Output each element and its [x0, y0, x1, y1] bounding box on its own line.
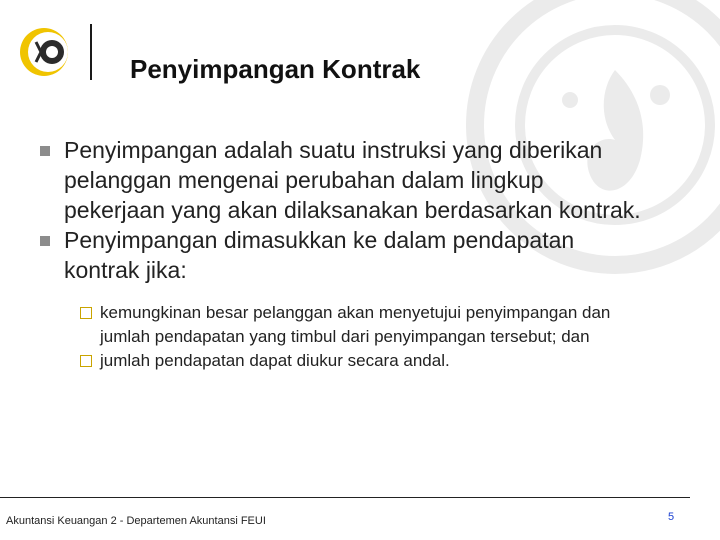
square-bullet-icon — [40, 146, 50, 156]
sub-bullet-text: jumlah pendapatan dapat diukur secara andal. — [100, 351, 450, 370]
university-logo-icon — [14, 22, 70, 82]
sub-bullet-text: kemungkinan besar pelanggan akan menyetujui penyimpangan dan jumlah pendapatan yang timbul dari penyimpangan tersebut; dan — [100, 303, 611, 346]
square-bullet-icon — [40, 236, 50, 246]
bullet-item — [40, 225, 650, 373]
footer-divider — [0, 497, 690, 498]
bullet-text: Penyimpangan adalah suatu instruksi yang diberikan pelanggan mengenai perubahan dalam lingkup pekerjaan yang akan dilaksanakan berdasarkan kontrak. — [64, 137, 641, 223]
page-number: 5 — [668, 511, 675, 523]
title-divider — [90, 24, 92, 80]
footer-text: Akuntansi Keuangan 2 - Departemen Akuntansi FEUI — [6, 515, 266, 527]
bullet-item — [40, 135, 650, 225]
sub-bullet-item — [80, 301, 650, 349]
sub-bullet-list — [80, 301, 650, 373]
bullet-list — [40, 135, 650, 373]
sub-bullet-item — [80, 349, 650, 373]
hollow-square-bullet-icon — [80, 355, 92, 367]
slide-title: Penyimpangan Kontrak — [130, 54, 421, 84]
bullet-text: Penyimpangan dimasukkan ke dalam pendapatan kontrak jika: — [64, 227, 575, 283]
hollow-square-bullet-icon — [80, 307, 92, 319]
